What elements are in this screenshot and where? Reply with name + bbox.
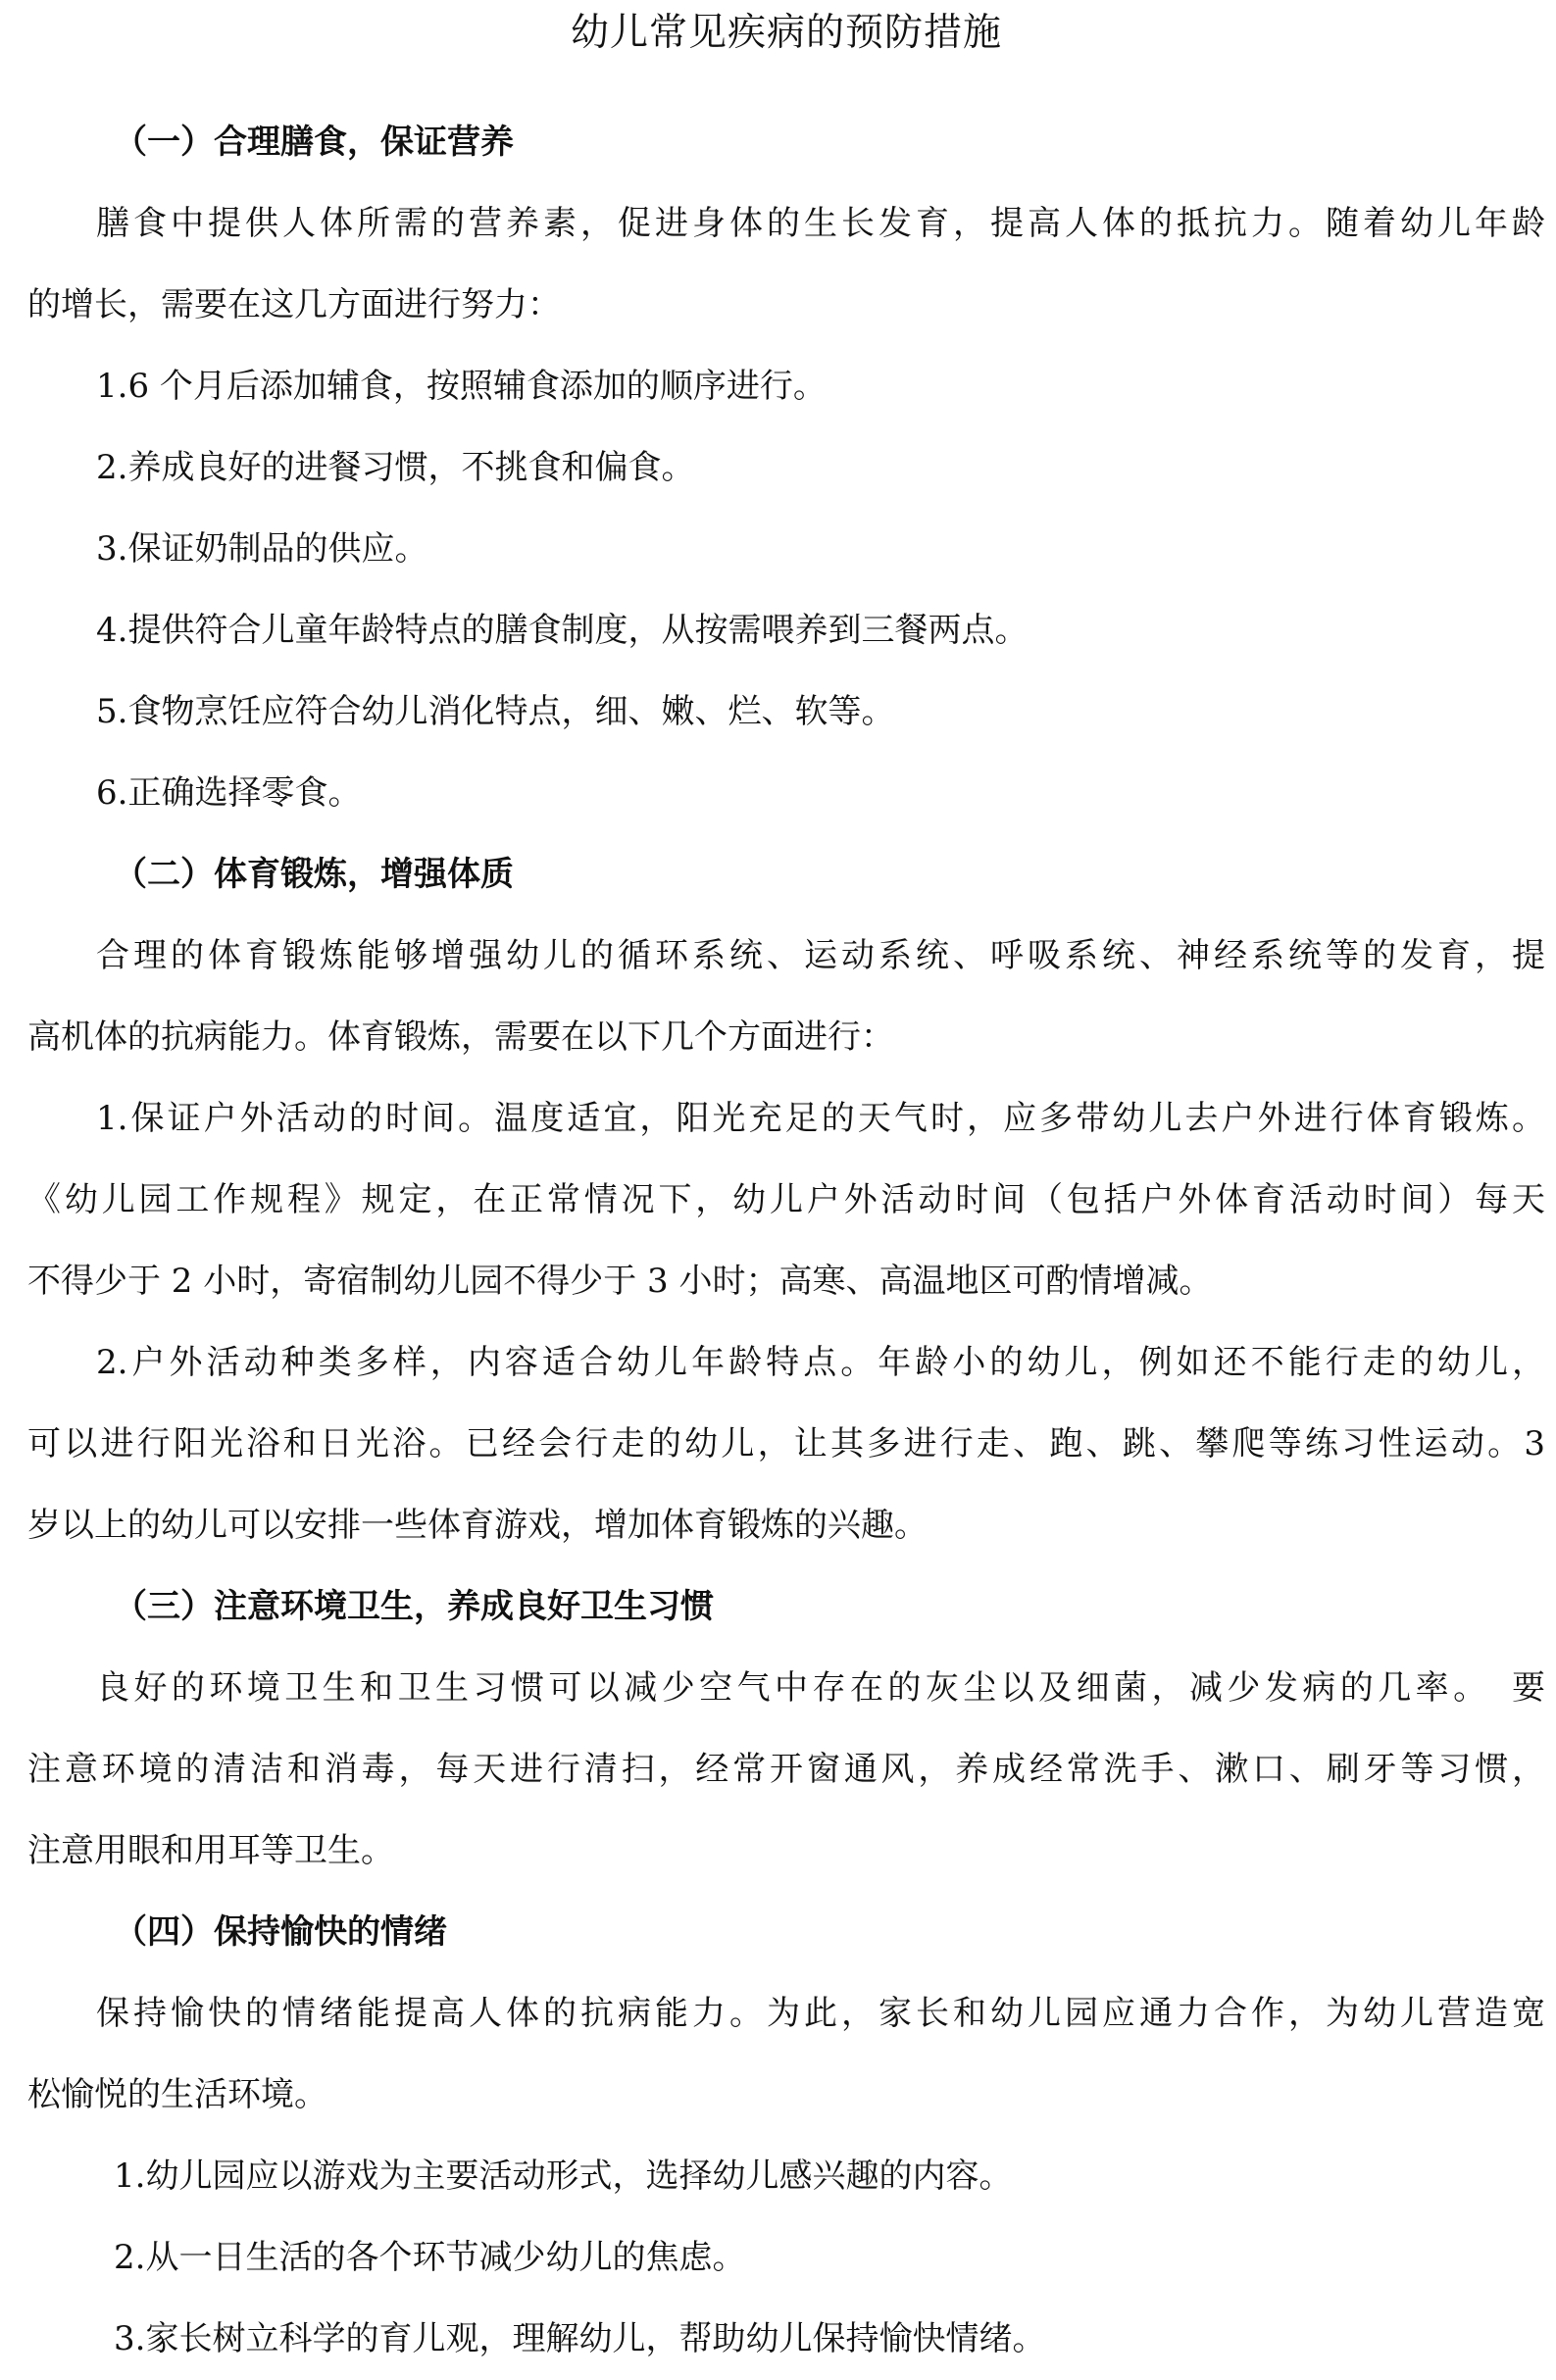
document-page xyxy=(27,0,1545,2380)
paragraph-line: 可以进行阳光浴和日光浴。已经会行走的幼儿，让其多进行走、跑、跳、攀爬等练习性运动。3 xyxy=(27,1424,1545,1463)
paragraph-line: 岁以上的幼儿可以安排一些体育游戏，增加体育锻炼的兴趣。 xyxy=(27,1506,928,1545)
paragraph-line: 合理的体育锻炼能够增强幼儿的循环系统、运动系统、呼吸系统、神经系统等的发育，提 xyxy=(96,936,1545,975)
paragraph-line: 良好的环境卫生和卫生习惯可以减少空气中存在的灰尘以及细菌，减少发病的几率。 要 xyxy=(96,1668,1545,1708)
list-item: 2.从一日生活的各个环节减少幼儿的焦虑。 xyxy=(114,2238,746,2277)
list-item: 1.保证户外活动的时间。温度适宜，阳光充足的天气时，应多带幼儿去户外进行体育锻炼。 xyxy=(96,1099,1545,1138)
list-item: 3.保证奶制品的供应。 xyxy=(96,529,428,569)
paragraph-line: 《幼儿园工作规程》规定，在正常情况下，幼儿户外活动时间（包括户外体育活动时间）每天 xyxy=(27,1180,1545,1219)
list-item: 3.家长树立科学的育儿观，理解幼儿，帮助幼儿保持愉快情绪。 xyxy=(114,2319,1046,2358)
list-item: 4.提供符合儿童年龄特点的膳食制度，从按需喂养到三餐两点。 xyxy=(96,611,1029,650)
paragraph-line: 不得少于 2 小时，寄宿制幼儿园不得少于 3 小时；高寒、高温地区可酌情增减。 xyxy=(27,1262,1213,1301)
paragraph-line: 膳食中提供人体所需的营养素，促进身体的生长发育，提高人体的抵抗力。随着幼儿年龄 xyxy=(96,204,1545,243)
paragraph-line: 保持愉快的情绪能提高人体的抗病能力。为此，家长和幼儿园应通力合作，为幼儿营造宽 xyxy=(96,1994,1545,2033)
section-heading: （四）保持愉快的情绪 xyxy=(114,1912,447,1952)
section-heading: （三）注意环境卫生，养成良好卫生习惯 xyxy=(114,1587,714,1626)
list-item: 2.养成良好的进餐习惯，不挑食和偏食。 xyxy=(96,448,695,487)
paragraph-line: 高机体的抗病能力。体育锻炼，需要在以下几个方面进行： xyxy=(27,1017,894,1057)
list-item: 1.幼儿园应以游戏为主要活动形式，选择幼儿感兴趣的内容。 xyxy=(114,2157,1013,2196)
list-item: 5.食物烹饪应符合幼儿消化特点，细、嫩、烂、软等。 xyxy=(96,692,895,731)
list-item: 1.6 个月后添加辅食，按照辅食添加的顺序进行。 xyxy=(96,367,827,406)
list-item: 2.户外活动种类多样，内容适合幼儿年龄特点。年龄小的幼儿，例如还不能行走的幼儿， xyxy=(96,1343,1545,1382)
section-heading: （二）体育锻炼，增强体质 xyxy=(114,855,514,894)
document-title: 幼儿常见疾病的预防措施 xyxy=(570,11,1002,55)
list-item: 6.正确选择零食。 xyxy=(96,773,362,813)
paragraph-line: 注意环境的清洁和消毒，每天进行清扫，经常开窗通风，养成经常洗手、漱口、刷牙等习惯， xyxy=(27,1750,1545,1789)
paragraph-line: 松愉悦的生活环境。 xyxy=(27,2075,327,2114)
paragraph-line: 注意用眼和用耳等卫生。 xyxy=(27,1831,394,1870)
paragraph-line: 的增长，需要在这几方面进行努力： xyxy=(27,285,561,324)
section-heading: （一）合理膳食，保证营养 xyxy=(114,123,514,162)
